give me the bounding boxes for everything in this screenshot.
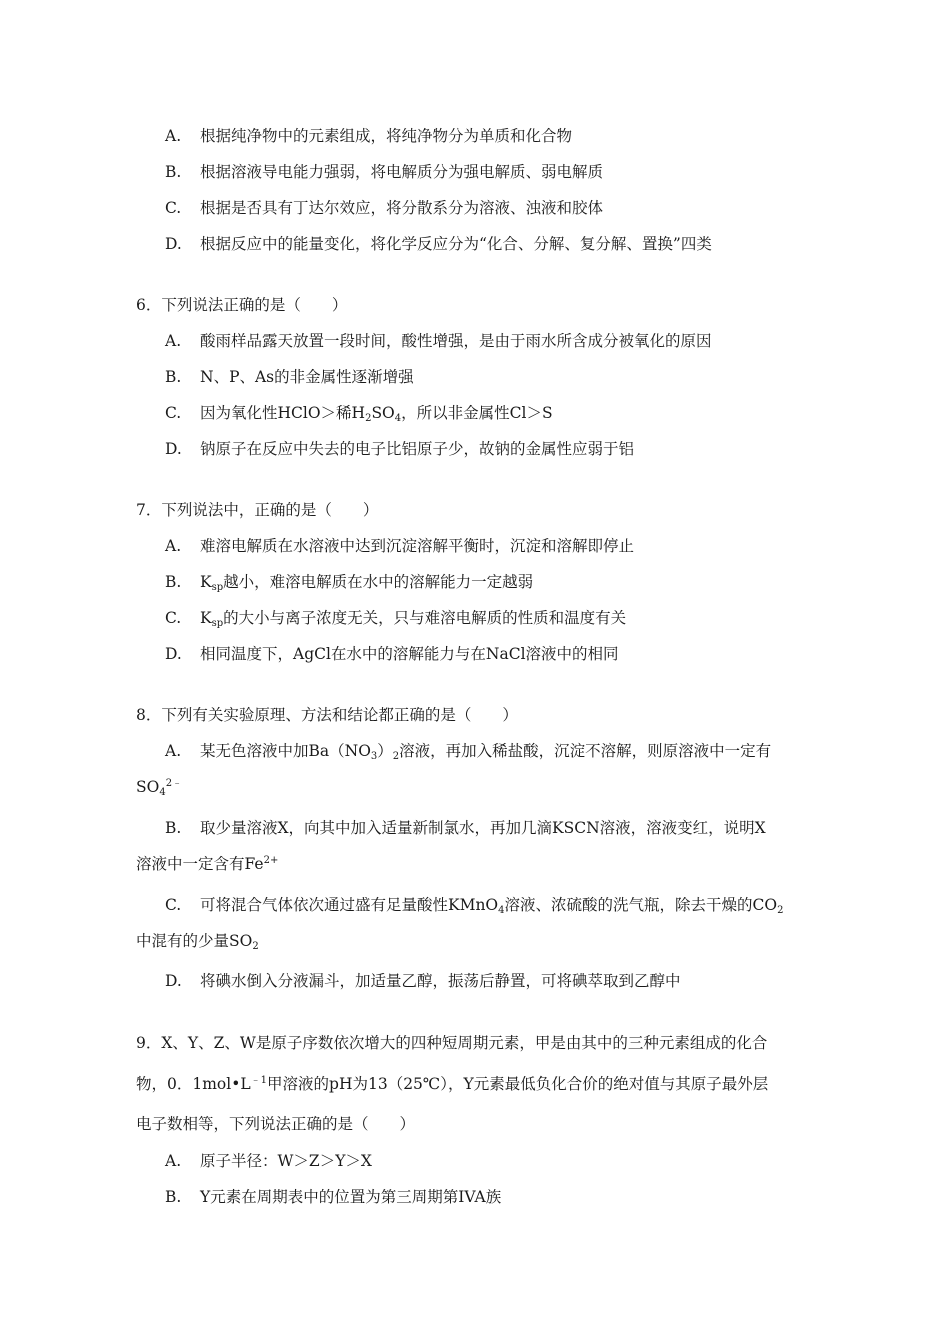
subscript: sp xyxy=(211,582,224,593)
option-text: ） xyxy=(377,742,393,760)
option-text: 根据反应中的能量变化，将化学反应分为“化合、分解、复分解、置换”四类 xyxy=(200,235,712,253)
option-label: B. xyxy=(165,819,182,837)
question-text: 下列说法中，正确的是（ ） xyxy=(161,501,379,519)
q9-option-a xyxy=(165,1150,372,1172)
question-number: 6． xyxy=(136,296,162,314)
option-label: A. xyxy=(165,127,182,145)
subscript: 3 xyxy=(370,751,378,762)
option-text: 某无色溶液中加Ba（NO xyxy=(200,742,371,760)
option-text: 可将混合气体依次通过盛有足量酸性KMnO xyxy=(200,896,499,914)
q9-stem-line-3 xyxy=(136,1113,415,1135)
option-label: C. xyxy=(165,199,182,217)
q5-option-a xyxy=(165,125,572,147)
subscript: 4 xyxy=(498,905,505,916)
superscript: 2+ xyxy=(263,855,279,866)
q6-stem xyxy=(136,294,347,316)
option-text: N、P、As的非金属性逐渐增强 xyxy=(200,368,414,386)
option-text: SO xyxy=(136,778,160,796)
question-number: 8． xyxy=(136,706,162,724)
option-text: 因为氧化性HClO＞稀H xyxy=(200,404,366,422)
option-label: B. xyxy=(165,368,182,386)
superscript: ﹣1 xyxy=(250,1075,268,1086)
question-number: 7． xyxy=(136,501,162,519)
superscript: 2﹣ xyxy=(165,778,183,789)
option-text: 相同温度下，AgCl在水中的溶解能力与在NaCl溶液中的相同 xyxy=(200,645,619,663)
question-text: 甲溶液的pH为13（25℃），Y元素最低负化合价的绝对值与其原子最外层 xyxy=(267,1075,769,1093)
q8-option-c xyxy=(165,894,783,916)
q6-option-d xyxy=(165,438,634,460)
subscript: 2 xyxy=(252,941,259,952)
option-label: A. xyxy=(165,537,182,555)
option-text: SO xyxy=(371,404,395,422)
subscript: 2 xyxy=(392,751,400,762)
option-label: A. xyxy=(165,332,182,350)
option-text: 溶液、浓硫酸的洗气瓶，除去干燥的CO xyxy=(504,896,778,914)
subscript: 4 xyxy=(394,413,402,424)
option-label: A. xyxy=(165,742,182,760)
question-text: 下列说法正确的是（ ） xyxy=(161,296,348,314)
question-text: 电子数相等，下列说法正确的是（ ） xyxy=(136,1115,416,1133)
q6-option-c xyxy=(165,402,553,424)
option-label: D. xyxy=(165,235,182,253)
option-label: C. xyxy=(165,896,182,914)
ksp-symbol: K xyxy=(200,573,212,591)
q8-option-c-continued xyxy=(136,930,259,952)
q9-option-b xyxy=(165,1186,501,1208)
q8-stem xyxy=(136,704,518,726)
subscript: 4 xyxy=(159,787,166,798)
question-text: 下列有关实验原理、方法和结论都正确的是（ ） xyxy=(161,706,518,724)
option-label: D. xyxy=(165,972,182,990)
question-text: X、Y、Z、W是原子序数依次增大的四种短周期元素，甲是由其中的三种元素组成的化合 xyxy=(161,1034,768,1052)
subscript: 2 xyxy=(777,905,784,916)
option-text: 钠原子在反应中失去的电子比铝原子少，故钠的金属性应弱于铝 xyxy=(200,440,635,458)
option-text: 根据纯净物中的元素组成，将纯净物分为单质和化合物 xyxy=(200,127,573,145)
q6-option-a xyxy=(165,330,712,352)
option-text: 越小，难溶电解质在水中的溶解能力一定越弱 xyxy=(223,573,534,591)
option-text: 难溶电解质在水溶液中达到沉淀溶解平衡时，沉淀和溶解即停止 xyxy=(200,537,635,555)
question-number: 9． xyxy=(136,1034,162,1052)
q9-stem-line-2 xyxy=(136,1073,768,1095)
option-text: 根据溶液导电能力强弱，将电解质分为强电解质、弱电解质 xyxy=(200,163,604,181)
option-text: 的大小与离子浓度无关，只与难溶电解质的性质和温度有关 xyxy=(223,609,627,627)
q7-option-c xyxy=(165,607,626,629)
option-text: Y元素在周期表中的位置为第三周期第IVA族 xyxy=(200,1188,502,1206)
option-text: 溶液中一定含有Fe xyxy=(136,855,264,873)
subscript: sp xyxy=(211,618,224,629)
option-label: C. xyxy=(165,609,182,627)
q5-option-d xyxy=(165,233,712,255)
option-text: ，所以非金属性Cl＞S xyxy=(401,404,553,422)
subscript: 2 xyxy=(365,413,372,424)
option-label: A. xyxy=(165,1152,182,1170)
q9-stem-line-1 xyxy=(136,1032,767,1054)
q8-option-a xyxy=(165,740,771,762)
q8-option-b xyxy=(165,817,766,839)
option-text: 根据是否具有丁达尔效应，将分散系分为溶液、浊液和胶体 xyxy=(200,199,604,217)
option-label: B. xyxy=(165,1188,182,1206)
q8-option-d xyxy=(165,970,681,992)
option-label: B. xyxy=(165,573,182,591)
option-text: 将碘水倒入分液漏斗，加适量乙醇，振荡后静置，可将碘萃取到乙醇中 xyxy=(200,972,681,990)
option-text: 溶液，再加入稀盐酸，沉淀不溶解，则原溶液中一定有 xyxy=(399,742,772,760)
q5-option-c xyxy=(165,197,603,219)
q6-option-b xyxy=(165,366,414,388)
q7-option-d xyxy=(165,643,619,665)
q8-option-a-continued xyxy=(136,776,182,798)
ksp-symbol: K xyxy=(200,609,212,627)
q7-stem xyxy=(136,499,378,521)
q5-option-b xyxy=(165,161,603,183)
question-text: 物，0．1mol•L xyxy=(136,1075,251,1093)
option-text: 中混有的少量SO xyxy=(136,932,253,950)
option-label: D. xyxy=(165,440,182,458)
q7-option-a xyxy=(165,535,634,557)
option-text: 原子半径：W＞Z＞Y＞X xyxy=(200,1152,372,1170)
q7-option-b xyxy=(165,571,533,593)
q8-option-b-continued xyxy=(136,853,278,875)
option-text: 酸雨样品露天放置一段时间，酸性增强，是由于雨水所含成分被氧化的原因 xyxy=(200,332,712,350)
option-label: C. xyxy=(165,404,182,422)
option-label: B. xyxy=(165,163,182,181)
option-text: 取少量溶液X，向其中加入适量新制氯水，再加几滴KSCN溶液，溶液变红，说明X xyxy=(200,819,766,837)
option-label: D. xyxy=(165,645,182,663)
